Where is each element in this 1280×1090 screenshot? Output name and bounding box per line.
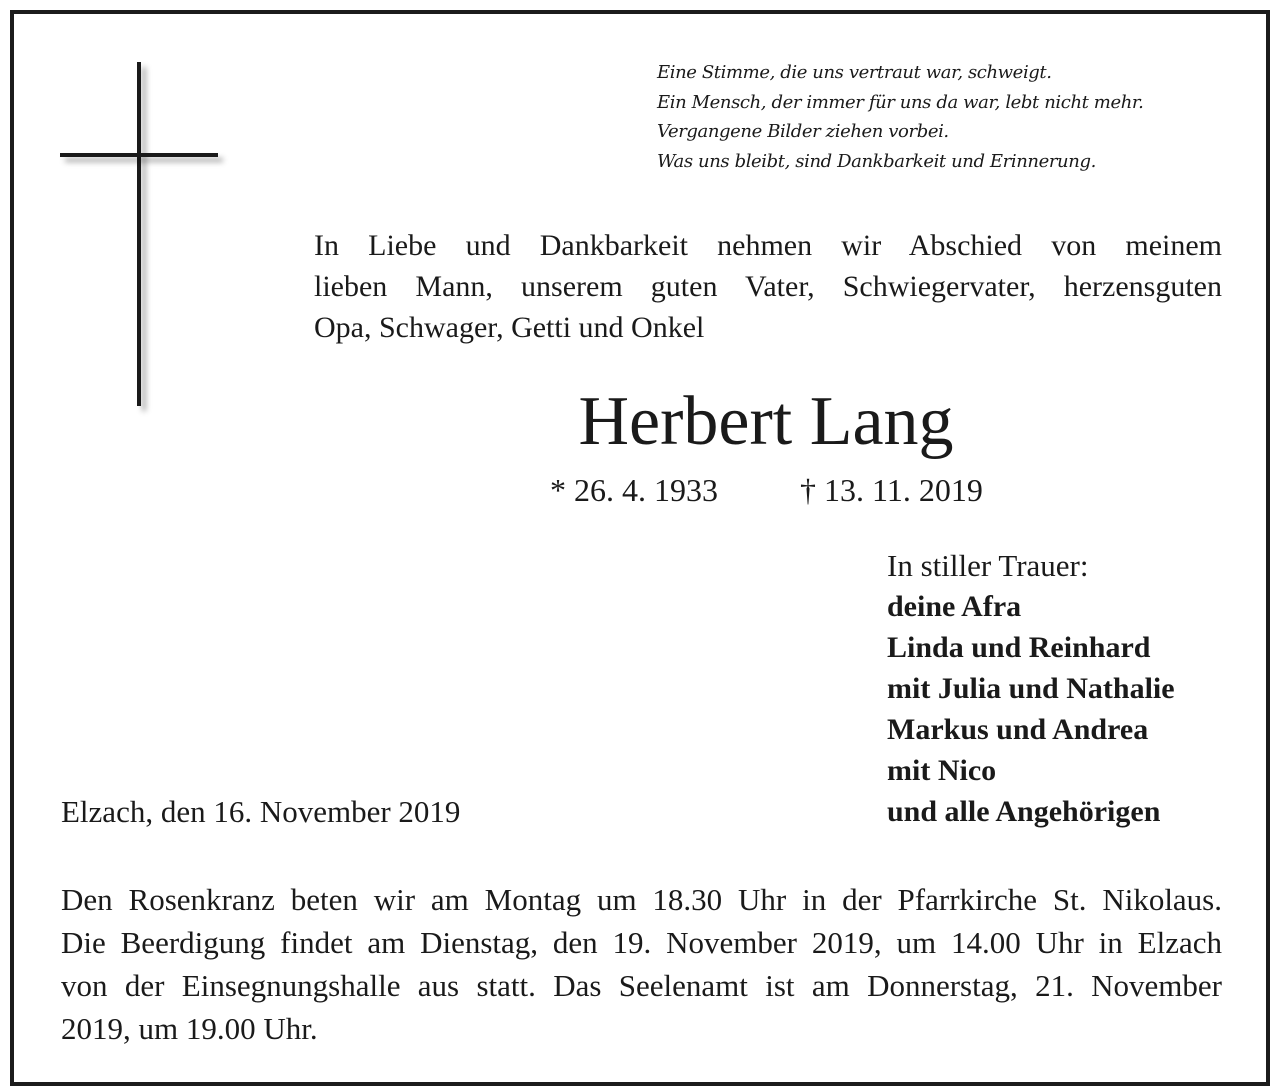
- intro-line: lieben Mann, unserem guten Vater, Schwiegervater, herzensguten: [314, 270, 1222, 303]
- mourner-name: deine Afra: [887, 590, 1022, 623]
- intro-line: In Liebe und Dankbarkeit nehmen wir Abschied von meinem: [314, 229, 1222, 262]
- poem-line: Vergangene Bilder ziehen vorbei.: [657, 121, 949, 142]
- cross-icon: [56, 62, 226, 412]
- mourner-name: mit Nico: [887, 754, 997, 787]
- memorial-poem: [657, 58, 1257, 176]
- service-notice: [61, 878, 1222, 1050]
- deceased-name: Herbert Lang: [578, 383, 954, 460]
- obituary-frame: [10, 10, 1270, 1086]
- mourner-name: mit Julia und Nathalie: [887, 672, 1175, 705]
- mourning-label: In stiller Trauer:: [887, 548, 1089, 583]
- notice-line: Den Rosenkranz beten wir am Montag um 18.30 Uhr in der Pfarrkirche St. Nikolaus.: [61, 882, 1222, 917]
- cross-vertical-bar: [137, 62, 141, 406]
- notice-line: von der Einsegnungshalle aus statt. Das Seelenamt ist am Donnerstag, 21. November: [61, 968, 1222, 1003]
- mourners-list: [887, 586, 1175, 832]
- mourner-name: und alle Angehörigen: [887, 795, 1161, 828]
- mourner-name: Linda und Reinhard: [887, 631, 1151, 664]
- death-date: † 13. 11. 2019: [800, 472, 983, 508]
- farewell-intro: [314, 225, 1222, 348]
- place-and-date: Elzach, den 16. November 2019: [61, 794, 461, 829]
- poem-line: Was uns bleibt, sind Dankbarkeit und Erinnerung.: [657, 150, 1096, 172]
- cross-horizontal-bar: [60, 153, 218, 157]
- mourner-name: Markus und Andrea: [887, 713, 1149, 746]
- birth-date: * 26. 4. 1933: [550, 472, 718, 508]
- poem-line: Eine Stimme, die uns vertraut war, schweigt.: [657, 62, 1052, 83]
- intro-line: Opa, Schwager, Getti und Onkel: [314, 311, 705, 344]
- poem-line: Ein Mensch, der immer für uns da war, lebt nicht mehr.: [657, 91, 1144, 113]
- notice-line: Die Beerdigung findet am Dienstag, den 19. November 2019, um 14.00 Uhr in Elzach: [61, 925, 1222, 960]
- notice-line: 2019, um 19.00 Uhr.: [61, 1011, 318, 1046]
